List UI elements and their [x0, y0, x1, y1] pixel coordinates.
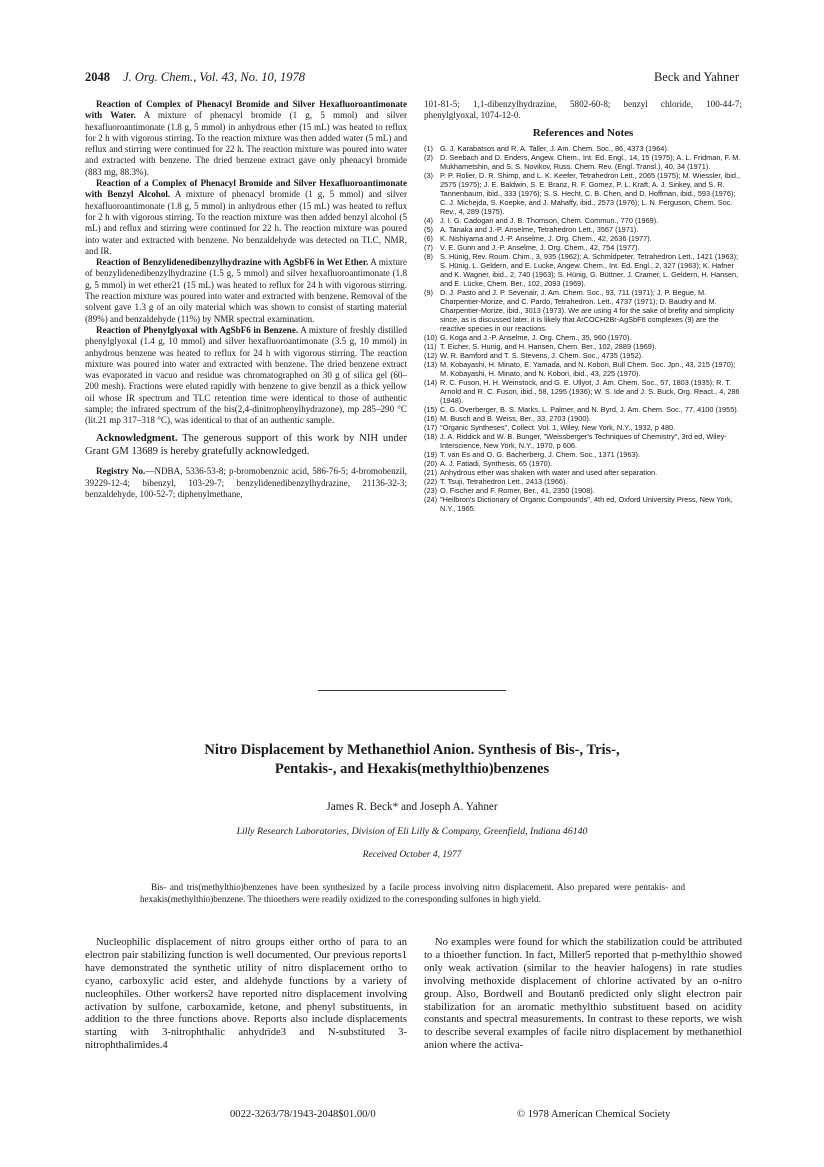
- experimental-paragraph: [85, 257, 407, 325]
- registry-numbers: [85, 466, 407, 500]
- acknowledgment-heading: Acknowledgment.: [96, 432, 178, 444]
- reference-item: [424, 495, 742, 513]
- reference-number: (4): [424, 215, 433, 225]
- body-text-left: Nucleophilic displacement of nitro groups either ortho of para to an electron pair stabilizing function is well documented. Our previous reports1 have demonstrated the synthetic utility of nitro displacement ortho to cyano, carboxylic acid ester, and aldehyde functions by a variety of nucleophiles. Other workers2 have reported nitro displacement involving activation by sulfone, carboxamide, ketone, and phenyl substituents, in addition to the three functions above. Reports also include displacements starting with 3-nitrophthalic anhydride3 and N-substituted 3-nitrophthalimides.4: [85, 937, 407, 1052]
- reference-item: [424, 378, 742, 405]
- reference-text: D. Seebach and D. Enders, Angew. Chem., Int. Ed. Engl., 14, 15 (1975); A. L. Fridman, F. M. Mukhametshin, and S. S. Novikov, Russ. Chem. Rev. (Engl. Transl.), 40, 34 (1971).: [440, 152, 741, 171]
- acknowledgment: [85, 433, 407, 459]
- reference-item: [424, 171, 742, 216]
- running-header: [85, 70, 739, 88]
- reference-text: M. Busch and B. Weiss, Ber., 33, 2703 (1900).: [440, 413, 591, 423]
- reference-text: C. G. Overberger, B. S. Marks, L. Palmer, and N. Byrd, J. Am. Chem. Soc., 77, 4100 (1955).: [440, 404, 739, 414]
- reference-text: T. Tsuji, Tetrahedron Lett., 2413 (1966).: [440, 476, 568, 486]
- reference-text: M. Kobayashi, H. Minato, E. Yamada, and N. Kobori, Bull Chem. Soc. Jpn., 43, 215 (1970); M. Kobayashi, H. Minato, and N. Kobori, ibid., 43, 225 (1970).: [440, 359, 736, 378]
- reference-number: (17): [424, 422, 438, 432]
- abstract: Bis- and tris(methylthio)benzenes have been synthesized by a facile process involving nitro displacement. Also prepared were pentakis- and hexakis(methylthio)benzene. The thioethers were readily oxidized to the corresponding sulfones in high yield.: [140, 882, 685, 904]
- article-title: [85, 741, 739, 779]
- body-text-right: No examples were found for which the stabilization could be attributed to a thioether function. In fact, Miller5 reported that p-methylthio showed only weak activation (similar to the heavier halogens) in rate studies involving methoxide displacement of chlorine activated by an o-nitro group. Also, Bordwell and Boutan6 predicted only slight electron pair stabilization for an aromatic methylthio substituent based on acidity constants and spectral measurements. In contrast to these reports, we wish to describe several examples of facile nitro displacement by methanethiol anion where the activa-: [424, 937, 742, 1052]
- paragraph-heading: Reaction of a Complex of Phenacyl Bromide and Silver Hexafluoroantimonate with Benzyl Alcohol.: [85, 178, 407, 200]
- page-number: 2048: [85, 70, 110, 84]
- reference-text: "Organic Syntheses", Collect. Vol. 1, Wiley, New York, N.Y., 1932, p 480.: [440, 422, 676, 432]
- reference-text: W. R. Bamford and T. S. Stevens, J. Chem. Soc., 4735 (1952).: [440, 350, 644, 360]
- reference-text: J. A. Riddick and W. B. Bunger, "Weissberger's Techniques of Chemistry", 3rd ed, Wiley-Interscience, New York, N.Y., 1970, p 606.: [440, 431, 727, 450]
- reference-number: (2): [424, 152, 433, 162]
- reference-number: (20): [424, 458, 438, 468]
- reference-item: [424, 486, 742, 495]
- references-heading: References and Notes: [532, 126, 634, 139]
- article-code: 0022-3263/78/1943-2048$01.00/0: [230, 1109, 376, 1120]
- reference-number: (9): [424, 287, 433, 297]
- reference-text: D. J. Pasto and J. P. Sevenair, J. Am. Chem. Soc., 93, 711 (1971); J. P. Begue, M. Charpentier-Morize, and C. Pardo, Tetrahedron. Lett., 4737 (1971); D. Baudry and M. Charpentier-Morize, ibid., 3013 (1973). We are using 4 for the sake of brefity and simplicity since, as is discussed later, it is likely that ArCOCH2Br-AgSbF6 complexes (9) are the reactive species in our reactions.: [440, 287, 735, 333]
- paragraph-heading: Reaction of Complex of Phenacyl Bromide and Silver Hexafluoroantimonate with Water.: [85, 99, 407, 121]
- reference-item: [424, 153, 742, 171]
- paragraph-text: A mixture of freshly distilled phenylglyoxal (1.4 g, 10 mmol) and silver hexafluoroantimonate (3.5 g, 10 mmol) in anhydrous benzene was heated to reflux for 24 h with vigorous stirring. The reaction mixture was poured into water and extracted with benzene. The dried benzene extract was evaporated in vacuo and residue was chromatographed on 30 g of silica gel (60–200 mesh). Fractions were eluted rapidly with benzene to give benzil as a thick yellow oil whose IR spectrum and TLC retention time were identical to those of authentic sample; the infrared spectrum of the bis(2,4-dinitrophenylhydrazone), mp 285–290 °C (lit.21 mp 317–318 °C), was identical to that of an authentic sample.: [85, 324, 407, 426]
- reference-number: (16): [424, 413, 438, 423]
- reference-number: (8): [424, 251, 433, 261]
- reference-item: [424, 414, 742, 423]
- registry-heading: Registry No.: [96, 466, 146, 477]
- paragraph-text: A mixture of phenacyl bromide (1 g, 5 mmol) and silver hexafluoroantimonate (1.8 g, 5 mmol) in anhydrous ether (15 mL) was heated to reflux for 2 h with vigorous stirring. To the reaction mixture was then added water (5 mL) and reflux and stirring were continued for 22 h. The reaction mixture was poured into water and extracted with benzene. The dried benzene extract gave only phenacyl bromide (883 mg, 88.3%).: [85, 110, 407, 177]
- reference-item: [424, 432, 742, 450]
- paragraph-heading: Reaction of Phenylglyoxal with AgSbF6 in Benzene.: [96, 324, 299, 335]
- received-date: Received October 4, 1977: [362, 850, 462, 860]
- journal-citation: J. Org. Chem., Vol. 43, No. 10, 1978: [123, 70, 305, 84]
- left-column: [85, 99, 407, 500]
- reference-number: (22): [424, 476, 438, 486]
- paragraph-text: A mixture of phenacyl bromide (1 g, 5 mmol) and silver hexafluoroantimonate (1.8 g, 5 mmol) in anhydrous ether (15 mL) was heated to reflux for 2 h with vigorous stirring. To the reaction mixture was then added benzyl alcohol (5 mL) and reflux and stirring were continued for 22 h. The reaction mixture was poured into water and extracted with benzene. No benzaldehyde was detected on TLC, NMR, and IR.: [85, 189, 407, 256]
- reference-number: (11): [424, 341, 437, 351]
- reference-item: [424, 351, 742, 360]
- reference-item: [424, 459, 742, 468]
- reference-text: O. Fischer and F. Romer, Ber., 41, 2350 (1908).: [440, 485, 595, 495]
- reference-number: (13): [424, 359, 438, 369]
- paragraph-text: A mixture of benzylidenedibenzylhydrazine (1.5 g, 5 mmol) and silver hexafluoroantimonate (1.8 g, 5 mmol) in wet ether21 (15 mL) was heated to reflux for 24 h with vigorous stirring. The reaction mixture was poured into water and extracted with benzene. Removal of the solvent gave 1.3 g of an oily material which was shown to consist of starting material (89%) and benzaldehyde (11%) by NMR spectral examination.: [85, 257, 407, 324]
- running-authors: Beck and Yahner: [653, 70, 739, 84]
- reference-item: [424, 342, 742, 351]
- reference-text: V. E. Gunn and J.-P. Anselme, J. Org. Chem., 42, 754 (1977).: [440, 242, 640, 252]
- experimental-paragraph: [85, 99, 407, 178]
- reference-number: (14): [424, 377, 438, 387]
- reference-item: [424, 405, 742, 414]
- reference-text: G. Koga and J.-P. Anselme, J. Org. Chem., 35, 960 (1970).: [440, 332, 632, 342]
- experimental-paragraph: [85, 325, 407, 427]
- reference-number: (3): [424, 170, 433, 180]
- reference-number: (7): [424, 242, 433, 252]
- right-column: [424, 99, 742, 513]
- reference-number: (24): [424, 494, 438, 504]
- reference-number: (19): [424, 449, 438, 459]
- reference-number: (1): [424, 143, 433, 153]
- reference-item: [424, 225, 742, 234]
- reference-text: R. C. Fuson, H. H. Weinstock, and G. E. Ullyot, J. Am. Chem. Soc., 57, 1803 (1935); R. T. Arnold and R. C. Fuson, ibid., 58, 1295 (1936); W. S. Ide and J. S. Buck, Org. React., 4, 286 (1948).: [440, 377, 740, 405]
- reference-text: S. Hünig, Rev. Roum. Chim., 3, 935 (1962); A. Schmidpeter, Tetrahedron Lett., 1421 (1963); S. Hünig, L. Geldern, and E. Lucke, Angew. Chem., Int. Ed. Engl., 2, 327 (1963); K. Hafner and K. Wagner, ibid., 2, 740 (1963); S. Hünig, G. Büttner, J. Cramer, L. Geldern, H. Hansen, and E. Lücke, Chem. Ber., 102, 2093 (1969).: [440, 251, 739, 288]
- affiliation: Lilly Research Laboratories, Division of Eli Lilly & Company, Greenfield, Indiana 46140: [236, 826, 588, 837]
- reference-text: K. Nishiyama and J.-P. Anselme, J. Org. Chem., 42, 2636 (1977).: [440, 233, 652, 243]
- reference-item: [424, 144, 742, 153]
- reference-number: (21): [424, 467, 438, 477]
- reference-number: (23): [424, 485, 438, 495]
- reference-number: (15): [424, 404, 438, 414]
- registry-continued: 101-81-5; 1,1-dibenzylhydrazine, 5802-60-8; benzyl chloride, 100-44-7; phenylglyoxal, 1074-12-0.: [424, 99, 742, 121]
- reference-item: [424, 360, 742, 378]
- reference-item: [424, 423, 742, 432]
- reference-number: (10): [424, 332, 438, 342]
- acknowledgment-text: The generous support of this work by NIH under Grant GM 13689 is hereby gratefully acknowledged.: [85, 432, 407, 457]
- reference-item: [424, 333, 742, 342]
- reference-number: (5): [424, 224, 433, 234]
- reference-item: [424, 252, 742, 288]
- reference-item: [424, 450, 742, 459]
- reference-text: A. Tanaka and J.-P. Anselme, Tetrahedron Lett., 3567 (1971).: [440, 224, 639, 234]
- experimental-paragraph: [85, 178, 407, 257]
- reference-item: [424, 477, 742, 486]
- reference-number: (6): [424, 233, 433, 243]
- references-list: [424, 144, 742, 513]
- section-divider: [318, 690, 506, 691]
- reference-item: [424, 243, 742, 252]
- reference-text: T. Eicher, S. Hunig, and H. Hansen, Chem. Ber., 102, 2889 (1969).: [440, 341, 657, 351]
- title-line: Pentakis-, and Hexakis(methylthio)benzenes: [274, 761, 550, 777]
- reference-text: Anhydrous ether was shaken with water and used after separation.: [440, 467, 658, 477]
- reference-text: T. van Es and O. G. Bacherberg, J. Chem. Soc., 1371 (1963).: [440, 449, 641, 459]
- reference-item: [424, 234, 742, 243]
- reference-text: G. J. Karabatsos and R. A. Taller, J. Am. Chem. Soc., 86, 4373 (1964).: [440, 143, 669, 153]
- reference-number: (18): [424, 431, 438, 441]
- article-authors: James R. Beck* and Joseph A. Yahner: [326, 801, 498, 813]
- reference-item: [424, 288, 742, 333]
- reference-text: P. P. Rolier, D. R. Shimp, and L. K. Keefer, Tetrahedron Lett., 2065 (1975); M. Wiessler, ibid., 2575 (1975); J. E. Baldwin, S. E. Branz, R. F. Gomez, P. L. Kraft, A. J. Sinkey, and S. R. Tannenbaum, ibid., 333 (1976); S. S. Hecht, C. B. Chen, and D. Hoffman, ibid., 593 (1976); C. J. Michejda, S. Koepke, and J. Mahaffy, ibid., 2573 (1976); L. N. Ferguson, Chem. Soc. Rev., 4, 289 (1975).: [440, 170, 741, 216]
- paragraph-heading: Reaction of Benzylidenedibenzylhydrazine with AgSbF6 in Wet Ether.: [96, 257, 369, 268]
- reference-text: J. I. G. Cadogan and J. B. Thomson, Chem. Commun., 770 (1969).: [440, 215, 659, 225]
- title-line: Nitro Displacement by Methanethiol Anion. Synthesis of Bis-, Tris-,: [204, 742, 620, 758]
- reference-number: (12): [424, 350, 438, 360]
- reference-text: "Heilbron's Dictionary of Organic Compounds", 4th ed, Oxford University Press, New York, N.Y., 1965.: [440, 494, 733, 513]
- reference-text: A. J. Fatiadi, Synthesis, 65 (1970).: [440, 458, 553, 468]
- registry-text: —NDBA, 5336-53-8; p-bromobenzoic acid, 586-76-5; 4-bromobenzil, 39229-12-4; bibenzyl, 103-29-7; benzylidenedibenzylhydrazine, 21136-32-3; benzaldehyde, 100-52-7; diphenylmethane,: [85, 466, 407, 500]
- reference-item: [424, 216, 742, 225]
- reference-item: [424, 468, 742, 477]
- copyright: © 1978 American Chemical Society: [517, 1109, 671, 1120]
